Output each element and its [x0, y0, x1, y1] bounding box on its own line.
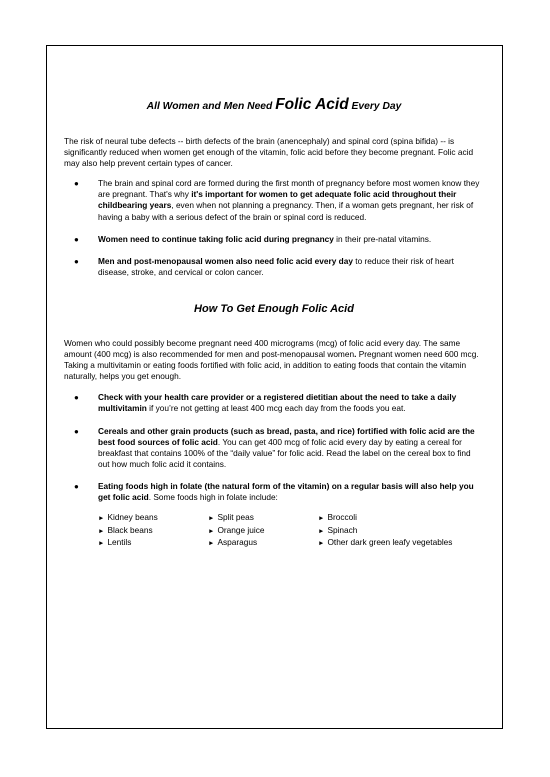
list-item: ● Women need to continue taking folic acid during pregnancy in their pre-natal vitamins. [74, 233, 432, 244]
title-part1: All Women and Men Need [146, 101, 276, 112]
recommendation-paragraph: Women who could possibly become pregnant need 400 micrograms (mcg) of folic acid every day. The same amount (400 mcg) is also recommended for men and post-menopausal women. Pregnant women need 600 mcg. Taking a multivitamin or eating foods fortified with folic acid, in addition to eating foods that contain the vitamin naturally, helps you get enough. [64, 337, 479, 382]
bullet-dot-icon: ● [74, 179, 79, 189]
triangle-pointer-icon: ► [208, 515, 215, 523]
food-item: ► Other dark green leafy vegetables [318, 537, 453, 548]
triangle-pointer-icon: ► [318, 540, 325, 548]
bullet-dot-icon: ● [74, 256, 79, 266]
food-column-3 [318, 512, 478, 550]
bullet-dot-icon: ● [74, 426, 79, 436]
triangle-pointer-icon: ► [98, 540, 105, 548]
bullet-dot-icon: ● [74, 234, 79, 244]
food-item: ► Asparagus [208, 537, 258, 548]
bullet-dot-icon: ● [74, 393, 79, 403]
list-item: ● Cereals and other grain products (such as bread, pasta, and rice) fortified with folic acid are the best food sources of folic acid. You can get 400 mcg of folic acid every day by eating a cereal for breakfast that contains 100% of the “daily value” for folic acid. Read the label on the cereal box to find out how much folic acid it contains. [74, 425, 475, 469]
page-frame [46, 45, 503, 729]
triangle-pointer-icon: ► [98, 515, 105, 523]
document-content [64, 95, 484, 550]
triangle-pointer-icon: ► [98, 527, 105, 535]
triangle-pointer-icon: ► [318, 515, 325, 523]
bullet-list-1 [64, 178, 484, 278]
food-list [64, 512, 484, 550]
triangle-pointer-icon: ► [318, 527, 325, 535]
food-item: ► Kidney beans [98, 512, 158, 523]
food-item: ► Black beans [98, 524, 153, 535]
food-column-1 [98, 512, 208, 550]
page-title [64, 95, 484, 117]
list-item: ● Eating foods high in folate (the natural form of the vitamin) on a regular basis will also help you get folic acid. Some foods high in folate include: [74, 480, 474, 502]
food-item: ► Orange juice [208, 524, 265, 535]
bullet-dot-icon: ● [74, 481, 79, 491]
food-column-2 [208, 512, 318, 550]
title-part2: Every Day [348, 101, 402, 112]
section-subtitle: How To Get Enough Folic Acid [194, 302, 354, 315]
triangle-pointer-icon: ► [208, 540, 215, 548]
title-emphasis: Folic Acid [275, 96, 349, 113]
list-item: ● The brain and spinal cord are formed during the first month of pregnancy before most women know they are pregnant. That's why it's important for women to get adequate folic acid throughout their childbearing years, even when not planning a pregnancy. Then, if a woman gets pregnant, her risk of having a baby with a serious defect of the brain or spinal cord is reduced. [74, 178, 480, 222]
food-item: ► Lentils [98, 537, 132, 548]
triangle-pointer-icon: ► [208, 527, 215, 535]
food-item: ► Broccoli [318, 512, 357, 523]
food-item: ► Split peas [208, 512, 254, 523]
bullet-list-2 [64, 392, 484, 503]
food-item: ► Spinach [318, 524, 358, 535]
list-item: ● Men and post-menopausal women also need folic acid every day to reduce their risk of heart disease, stroke, and cervical or colon cancer. [74, 255, 454, 277]
intro-paragraph: The risk of neural tube defects -- birth defects of the brain (anencephaly) and spinal cord (spina bifida) -- is significantly reduced when women get enough of the vitamin, folic acid before they become pregnant. Folic acid may also help prevent certain types of cancer. [64, 136, 474, 169]
list-item: ● Check with your health care provider or a registered dietitian about the need to take a daily multivitamin if you’re not getting at least 400 mcg each day from the foods you eat. [74, 392, 457, 414]
